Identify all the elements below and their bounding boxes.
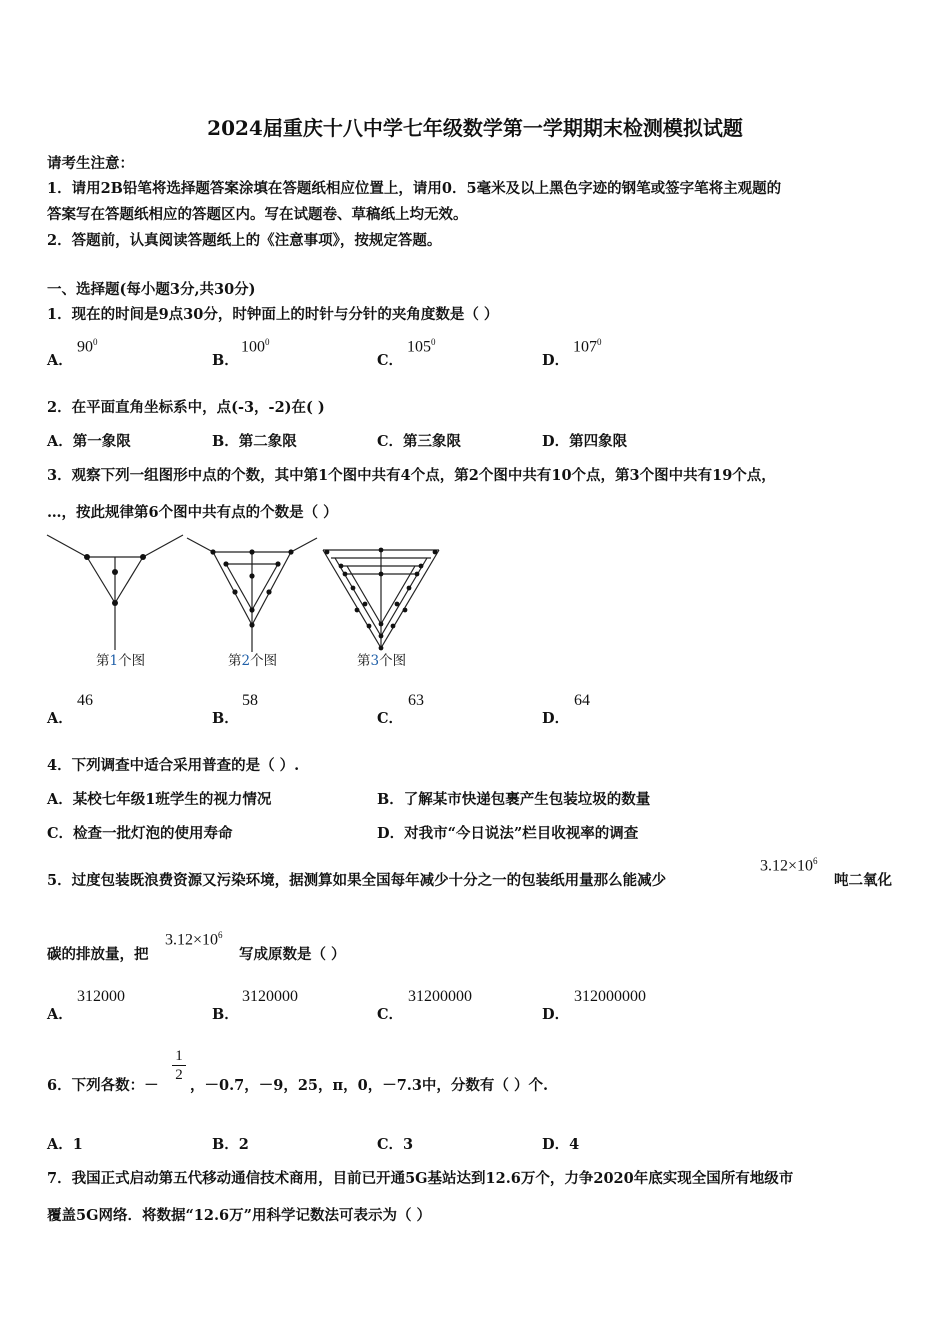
q3-option-b-value[interactable]: 58 (242, 692, 258, 709)
notice-item-1-line-2: 答案写在答题纸相应的答题区内。写在试题卷、草稿纸上均无效。 (47, 206, 468, 223)
q5-expression-2: $3.12\times 10^6$ (165, 930, 223, 949)
question-1-stem: 1．现在的时间是9点30分，时钟面上的时针与分针的夹角度数是（ ） (47, 306, 499, 323)
figure-1-diagram (47, 535, 183, 650)
q1-option-c-value[interactable]: $105^0$ (407, 337, 436, 356)
q6-fraction-denominator: 2 (175, 1067, 183, 1083)
q5-option-d-value[interactable]: 312000000 (574, 988, 646, 1005)
q2-option-a[interactable]: A．第一象限 (47, 433, 131, 450)
question-6-stem-part-1: 6．下列各数：－ (47, 1077, 159, 1094)
q5-option-d-label[interactable]: D． (542, 1006, 570, 1023)
question-5-line-2-part-2: 写成原数是（ ） (239, 946, 346, 963)
section-heading: 一、选择题(每小题3分,共30分) (47, 281, 256, 298)
q3-option-a-label[interactable]: A． (47, 710, 73, 727)
question-7-stem-line-2: 覆盖5G网络．将数据“12.6万”用科学记数法可表示为（ ） (47, 1207, 432, 1224)
question-3-stem-line-1: 3．观察下列一组图形中点的个数，其中第1个图中共有4个点，第2个图中共有10个点，第3个图中共有19个点， (47, 467, 776, 484)
figure-3-diagram (323, 548, 439, 651)
figure-2-caption: 第2个图 (228, 653, 278, 669)
q4-option-c[interactable]: C．检查一批灯泡的使用寿命 (47, 825, 233, 842)
q1-option-b-label[interactable]: B． (212, 352, 239, 369)
exam-title: 2024届重庆十八中学七年级数学第一学期期末检测模拟试题 (207, 116, 743, 140)
question-6-stem-part-2: ，－0.7，－9，25，π，0，－7.3中，分数有（ ）个. (190, 1077, 549, 1094)
q5-option-b-value[interactable]: 3120000 (242, 988, 298, 1005)
q5-option-c-value[interactable]: 31200000 (408, 988, 472, 1005)
q1-option-d-label[interactable]: D． (542, 352, 570, 369)
dot-pattern-figures (45, 530, 445, 665)
q4-option-a[interactable]: A．某校七年级1班学生的视力情况 (47, 791, 272, 808)
question-5-stem-part-2: 吨二氧化 (834, 872, 892, 889)
q5-option-c-label[interactable]: C． (377, 1006, 404, 1023)
figure-2-diagram (187, 538, 317, 652)
question-3-stem-line-2: …，按此规律第6个图中共有点的个数是（ ） (47, 504, 338, 521)
q6-option-c[interactable]: C．3 (377, 1136, 414, 1153)
figure-1-caption: 第1个图 (96, 653, 146, 669)
q5-expression-1: $3.12\times 10^6$ (760, 856, 818, 875)
q6-fraction-numerator: 1 (172, 1047, 186, 1066)
q2-option-c[interactable]: C．第三象限 (377, 433, 462, 450)
q3-option-a-value[interactable]: 46 (77, 692, 93, 709)
q1-option-b-value[interactable]: $100^0$ (241, 337, 270, 356)
q3-option-b-label[interactable]: B． (212, 710, 239, 727)
q6-option-b[interactable]: B．2 (212, 1136, 249, 1153)
q3-option-d-label[interactable]: D． (542, 710, 570, 727)
q6-option-a[interactable]: A．1 (47, 1136, 83, 1153)
q1-option-d-value[interactable]: $107^0$ (573, 337, 602, 356)
question-5-line-2-part-1: 碳的排放量，把 (47, 946, 149, 963)
q5-option-b-label[interactable]: B． (212, 1006, 239, 1023)
notice-item-2: 2．答题前，认真阅读答题纸上的《注意事项》，按规定答题。 (47, 232, 442, 249)
q4-option-b[interactable]: B．了解某市快递包裹产生包装垃圾的数量 (377, 791, 651, 808)
q2-option-d[interactable]: D．第四象限 (542, 433, 628, 450)
q1-option-a-label[interactable]: A． (47, 352, 73, 369)
q6-fraction (172, 1047, 186, 1084)
q3-option-c-label[interactable]: C． (377, 710, 404, 727)
question-7-stem-line-1: 7．我国正式启动第五代移动通信技术商用，目前已开通5G基站达到12.6万个，力争2020年底实现全国所有地级市 (47, 1170, 794, 1187)
q4-option-d[interactable]: D．对我市“今日说法”栏目收视率的调查 (377, 825, 639, 842)
question-5-stem-part-1: 5．过度包装既浪费资源又污染环境，据测算如果全国每年减少十分之一的包装纸用量那么能减少 (47, 872, 667, 889)
notice-heading: 请考生注意： (47, 155, 134, 172)
q2-option-b[interactable]: B．第二象限 (212, 433, 297, 450)
q3-option-c-value[interactable]: 63 (408, 692, 424, 709)
figure-3-caption: 第3个图 (357, 653, 407, 669)
q5-option-a-label[interactable]: A． (47, 1006, 73, 1023)
question-2-stem: 2．在平面直角坐标系中，点(-3，-2)在( ) (47, 399, 325, 416)
q6-option-d[interactable]: D．4 (542, 1136, 580, 1153)
q5-option-a-value[interactable]: 312000 (77, 988, 125, 1005)
notice-item-1-line-1: 1．请用2B铅笔将选择题答案涂填在答题纸相应位置上，请用0．5毫米及以上黑色字迹的钢笔或签字笔将主观题的 (47, 180, 782, 197)
question-4-stem: 4．下列调查中适合采用普查的是（ ）. (47, 757, 300, 774)
q3-option-d-value[interactable]: 64 (574, 692, 590, 709)
q1-option-c-label[interactable]: C． (377, 352, 404, 369)
q1-option-a-value[interactable]: $90^0$ (77, 337, 98, 356)
